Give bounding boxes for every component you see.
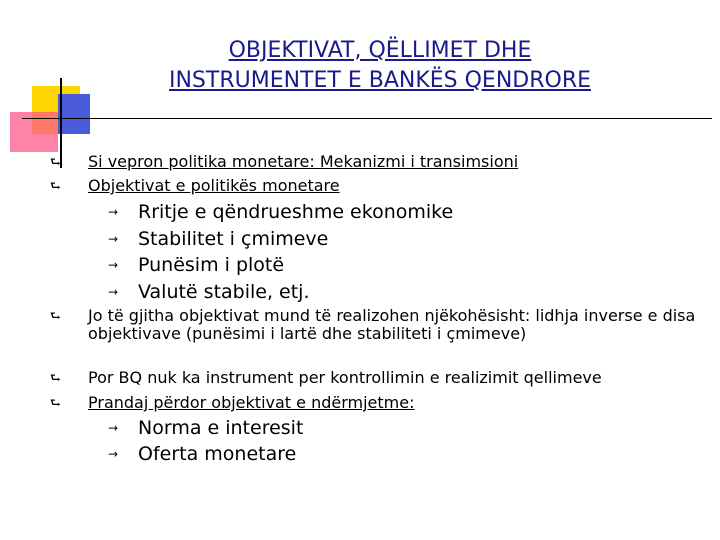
title-line-2: INSTRUMENTET E BANKËS QENDRORE <box>168 68 592 93</box>
bullet-text: Objektivat e politikës monetare <box>88 176 340 195</box>
sub-bullet-text: Valutë stabile, etj. <box>138 281 310 303</box>
right-arrow-icon: → <box>108 232 119 246</box>
sub-bullet-text: Norma e interesit <box>138 417 304 439</box>
title-line-1: OBJEKTIVAT, QËLLIMET DHE <box>228 38 532 63</box>
curved-arrow-icon: ⮑ <box>50 396 61 410</box>
bullet-text: Por BQ nuk ka instrument per kontrollimin e realizimit qellimeve <box>88 368 602 387</box>
right-arrow-icon: → <box>108 447 119 461</box>
curved-arrow-icon: ⮑ <box>50 155 61 169</box>
title-divider <box>22 118 712 119</box>
sub-bullet-text: Punësim i plotë <box>138 254 285 276</box>
right-arrow-icon: → <box>108 205 119 219</box>
slide-title <box>120 36 640 96</box>
right-arrow-icon: → <box>108 285 119 299</box>
sub-bullet-text: Stabilitet i çmimeve <box>138 228 329 250</box>
bullet-text: Jo të gjitha objektivat mund të realizohen njëkohësisht: lidhja inverse e disa objektivave (punësimi i lartë dhe stabiliteti i çmimeve) <box>88 306 696 343</box>
decor-blue-square <box>58 94 90 134</box>
curved-arrow-icon: ⮑ <box>50 371 61 385</box>
curved-arrow-icon: ⮑ <box>50 179 61 193</box>
sub-bullet-text: Rritje e qëndrueshme ekonomike <box>138 201 454 223</box>
right-arrow-icon: → <box>108 258 119 272</box>
bullet-text: Prandaj përdor objektivat e ndërmjetme: <box>88 393 415 412</box>
curved-arrow-icon: ⮑ <box>50 309 61 323</box>
right-arrow-icon: → <box>108 421 119 435</box>
bullet-text: Si vepron politika monetare: Mekanizmi i transimsioni <box>88 152 519 171</box>
sub-bullet-text: Oferta monetare <box>138 443 297 465</box>
